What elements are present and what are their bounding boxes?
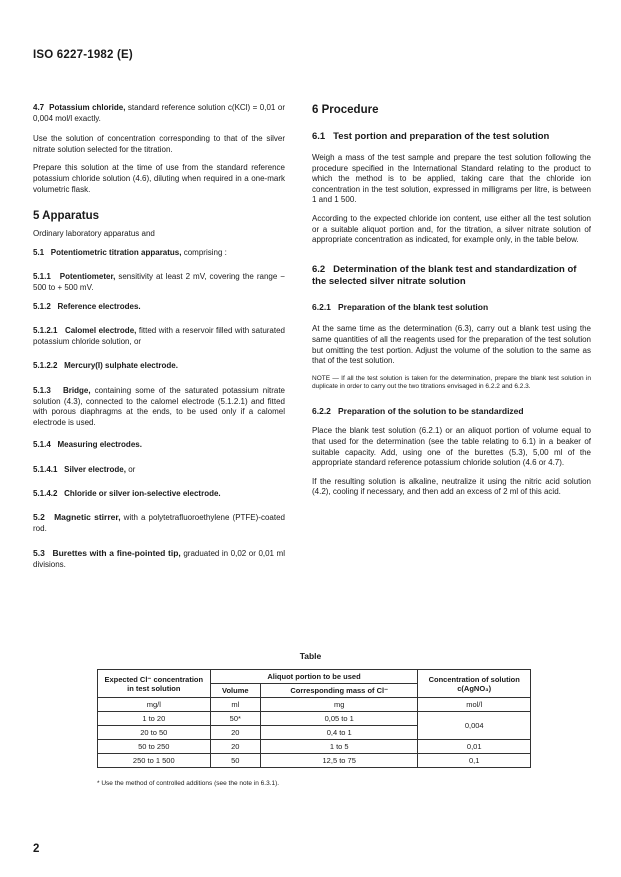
table-row: [98, 712, 531, 726]
table-row: [98, 740, 531, 754]
section-number: 5.1.2.1: [33, 326, 58, 336]
section-number: 5.1: [33, 247, 45, 257]
table-cell: mg/l: [98, 698, 211, 712]
section-5-1: [33, 248, 285, 259]
section-6-2-2-heading: [312, 406, 591, 417]
table-cell: mol/l: [418, 698, 531, 712]
data-table: [97, 669, 531, 768]
section-5-1-3: [33, 386, 285, 428]
section-4-7: [33, 103, 285, 124]
table-cell: 50 to 250: [98, 740, 211, 754]
section-title: Mercury(I) sulphate electrode.: [64, 361, 178, 371]
table-cell: 50*: [210, 712, 260, 726]
col-conc-header: Concentration of solution c(AgNO₃): [418, 670, 531, 698]
section-number: 5.1.4.1: [33, 464, 58, 474]
section-6-2-heading: [312, 264, 591, 288]
section-5-3: [33, 548, 285, 570]
section-number: 6.2: [312, 263, 326, 275]
table-cell: 250 to 1 500: [98, 754, 211, 768]
section-title: Chloride or silver ion-selective electrode.: [64, 489, 221, 499]
section-text: standard reference solution c(KCl) = 0,01 or 0,004 mol/l exactly.: [33, 103, 285, 123]
section-title: Silver electrode,: [64, 464, 126, 474]
section-number: 5.1.2: [33, 301, 51, 311]
section-title: Measuring electrodes.: [57, 440, 142, 450]
table-cell: 0,05 to 1: [261, 712, 418, 726]
section-title: Bridge,: [63, 385, 91, 395]
section-number: 5.2: [33, 512, 45, 523]
section-number: 6.2.2: [312, 405, 331, 416]
table-cell: 20: [210, 726, 260, 740]
paragraph: Prepare this solution at the time of use from the standard reference potassium chloride solution (4.6), diluting when required in a one-mark volumetric flask.: [33, 163, 285, 194]
section-title: Calomel electrode,: [64, 326, 137, 336]
col-expected-header: Expected Cl⁻ concentration in test solution: [98, 670, 211, 698]
section-title: Preparation of the blank test solution: [338, 301, 489, 312]
page-number: 2: [33, 843, 40, 855]
paragraph: Use the solution of concentration corresponding to that of the silver nitrate solution selected for the titration.: [33, 134, 285, 154]
col-mass-header: Corresponding mass of Cl⁻: [261, 684, 418, 698]
section-number: 6.2.1: [312, 301, 331, 312]
paragraph: If the resulting solution is alkaline, neutralize it using the nitric acid solution (4.2), cooling if necessary, and then add an excess of 2 ml of this acid.: [312, 476, 591, 497]
section-number: 4.7: [33, 103, 45, 112]
section-title: Determination of the blank test and standardization of the selected silver nitrate solution: [312, 263, 577, 287]
section-title: Preparation of the solution to be standardized: [338, 405, 524, 416]
section-5-2: [33, 512, 285, 534]
section-5-1-2-1: [33, 326, 285, 347]
right-column: [312, 103, 591, 498]
table-header-row: [98, 670, 531, 684]
note: NOTE — If all the test solution is taken for the determination, prepare the blank test solution in duplicate in order to carry out the two titrations envisaged in 6.2.2 and 6.2.3.: [312, 374, 591, 391]
paragraph: Place the blank test solution (6.2.1) or an aliquot portion of volume equal to that used for the determination (see the table relating to 6.1) in a beaker of suitable capacity. Add, using one of the burettes (5.3), 5,00 ml of the appropriate standard reference potassium chloride solution (4.6 or 4.7).: [312, 426, 591, 468]
section-title: Potentiometric titration apparatus,: [50, 247, 182, 257]
section-title: Test portion and preparation of the test solution: [333, 131, 550, 142]
section-title: Burettes with a fine-pointed tip,: [52, 548, 181, 559]
section-text: fitted with a reservoir filled with saturated potassium chloride solution, or: [33, 326, 286, 346]
section-title: Reference electrodes.: [57, 301, 141, 311]
paragraph: According to the expected chloride ion content, use either all the test solution or a suitable aliquot portion and, for the titration, a silver nitrate solution of appropriate concentration as indicated, for example only, in the table below.: [312, 213, 591, 245]
paragraph: Ordinary laboratory apparatus and: [33, 229, 155, 239]
section-title: Potassium chloride,: [49, 103, 126, 112]
section-number: 5.1.4: [33, 440, 51, 450]
section-6-1-heading: [312, 131, 591, 143]
section-number: 5.1.4.2: [33, 489, 58, 499]
table-cell: 0,004: [418, 712, 531, 740]
section-5-heading: 5 Apparatus: [33, 210, 100, 223]
paragraph: At the same time as the determination (6.3), carry out a blank test using the same quantities of all the reagents used for the preparation of the test solution but omitting the test portion. Adjust the volume of the solution to the same as that of the test solution.: [312, 324, 591, 366]
table-units-row: [98, 698, 531, 712]
table-cell: mg: [261, 698, 418, 712]
section-text: sensitivity at least 2 mV, covering the range − 500 to + 500 mV.: [33, 272, 285, 292]
section-text: comprising :: [183, 247, 227, 257]
table-title: Table: [299, 651, 322, 661]
section-5-1-2: [33, 302, 285, 313]
table-footnote: * Use the method of controlled additions (see the note in 6.3.1).: [97, 780, 280, 787]
table-cell: 20: [210, 740, 260, 754]
section-number: 6.1: [312, 131, 326, 142]
paragraph: Weigh a mass of the test sample and prepare the test solution following the procedure specified in the International Standard relating to the product to which the method is to be applied, taking care that the chloride ion concentration in the test solution, expressed in milligrams per litre, is between 1 and 1 500.: [312, 153, 591, 205]
section-number: 5.1.3: [33, 385, 51, 395]
section-number: 5.1.1: [33, 272, 51, 282]
section-6-2-1-heading: [312, 302, 591, 313]
table-cell: 0,1: [418, 754, 531, 768]
table-cell: 12,5 to 75: [261, 754, 418, 768]
section-text: or: [128, 464, 136, 474]
table-cell: 20 to 50: [98, 726, 211, 740]
col-aliquot-header: Aliquot portion to be used: [210, 670, 418, 684]
table-row: [98, 754, 531, 768]
section-5-1-4: [33, 440, 285, 451]
table-cell: ml: [210, 698, 260, 712]
section-number: 5.3: [33, 548, 45, 559]
table-cell: 1 to 5: [261, 740, 418, 754]
section-title: Potentiometer,: [59, 272, 116, 282]
section-5-1-1: [33, 272, 285, 293]
table-cell: 1 to 20: [98, 712, 211, 726]
left-column: [33, 103, 285, 570]
section-5-1-4-2: [33, 489, 285, 500]
table-cell: 50: [210, 754, 260, 768]
section-number: 5.1.2.2: [33, 361, 58, 371]
section-text: with a polytetrafluoroethylene (PTFE)-coated rod.: [33, 513, 285, 533]
section-text: containing some of the saturated potassium nitrate solution (4.3), connected to the calomel electrode (5.1.2.1) and fitted with porous diaphragms at the ends, to be used only if a calomel electrode is used.: [33, 385, 285, 427]
section-5-1-2-2: [33, 361, 285, 372]
table-cell: 0,4 to 1: [261, 726, 418, 740]
col-volume-header: Volume: [210, 684, 260, 698]
section-5-1-4-1: [33, 465, 285, 476]
table-cell: 0,01: [418, 740, 531, 754]
document-header: ISO 6227-1982 (E): [33, 49, 133, 61]
section-6-heading: 6 Procedure: [312, 104, 379, 116]
section-title: Magnetic stirrer,: [54, 512, 121, 523]
section-text: graduated in 0,02 or 0,01 ml divisions.: [33, 549, 285, 569]
